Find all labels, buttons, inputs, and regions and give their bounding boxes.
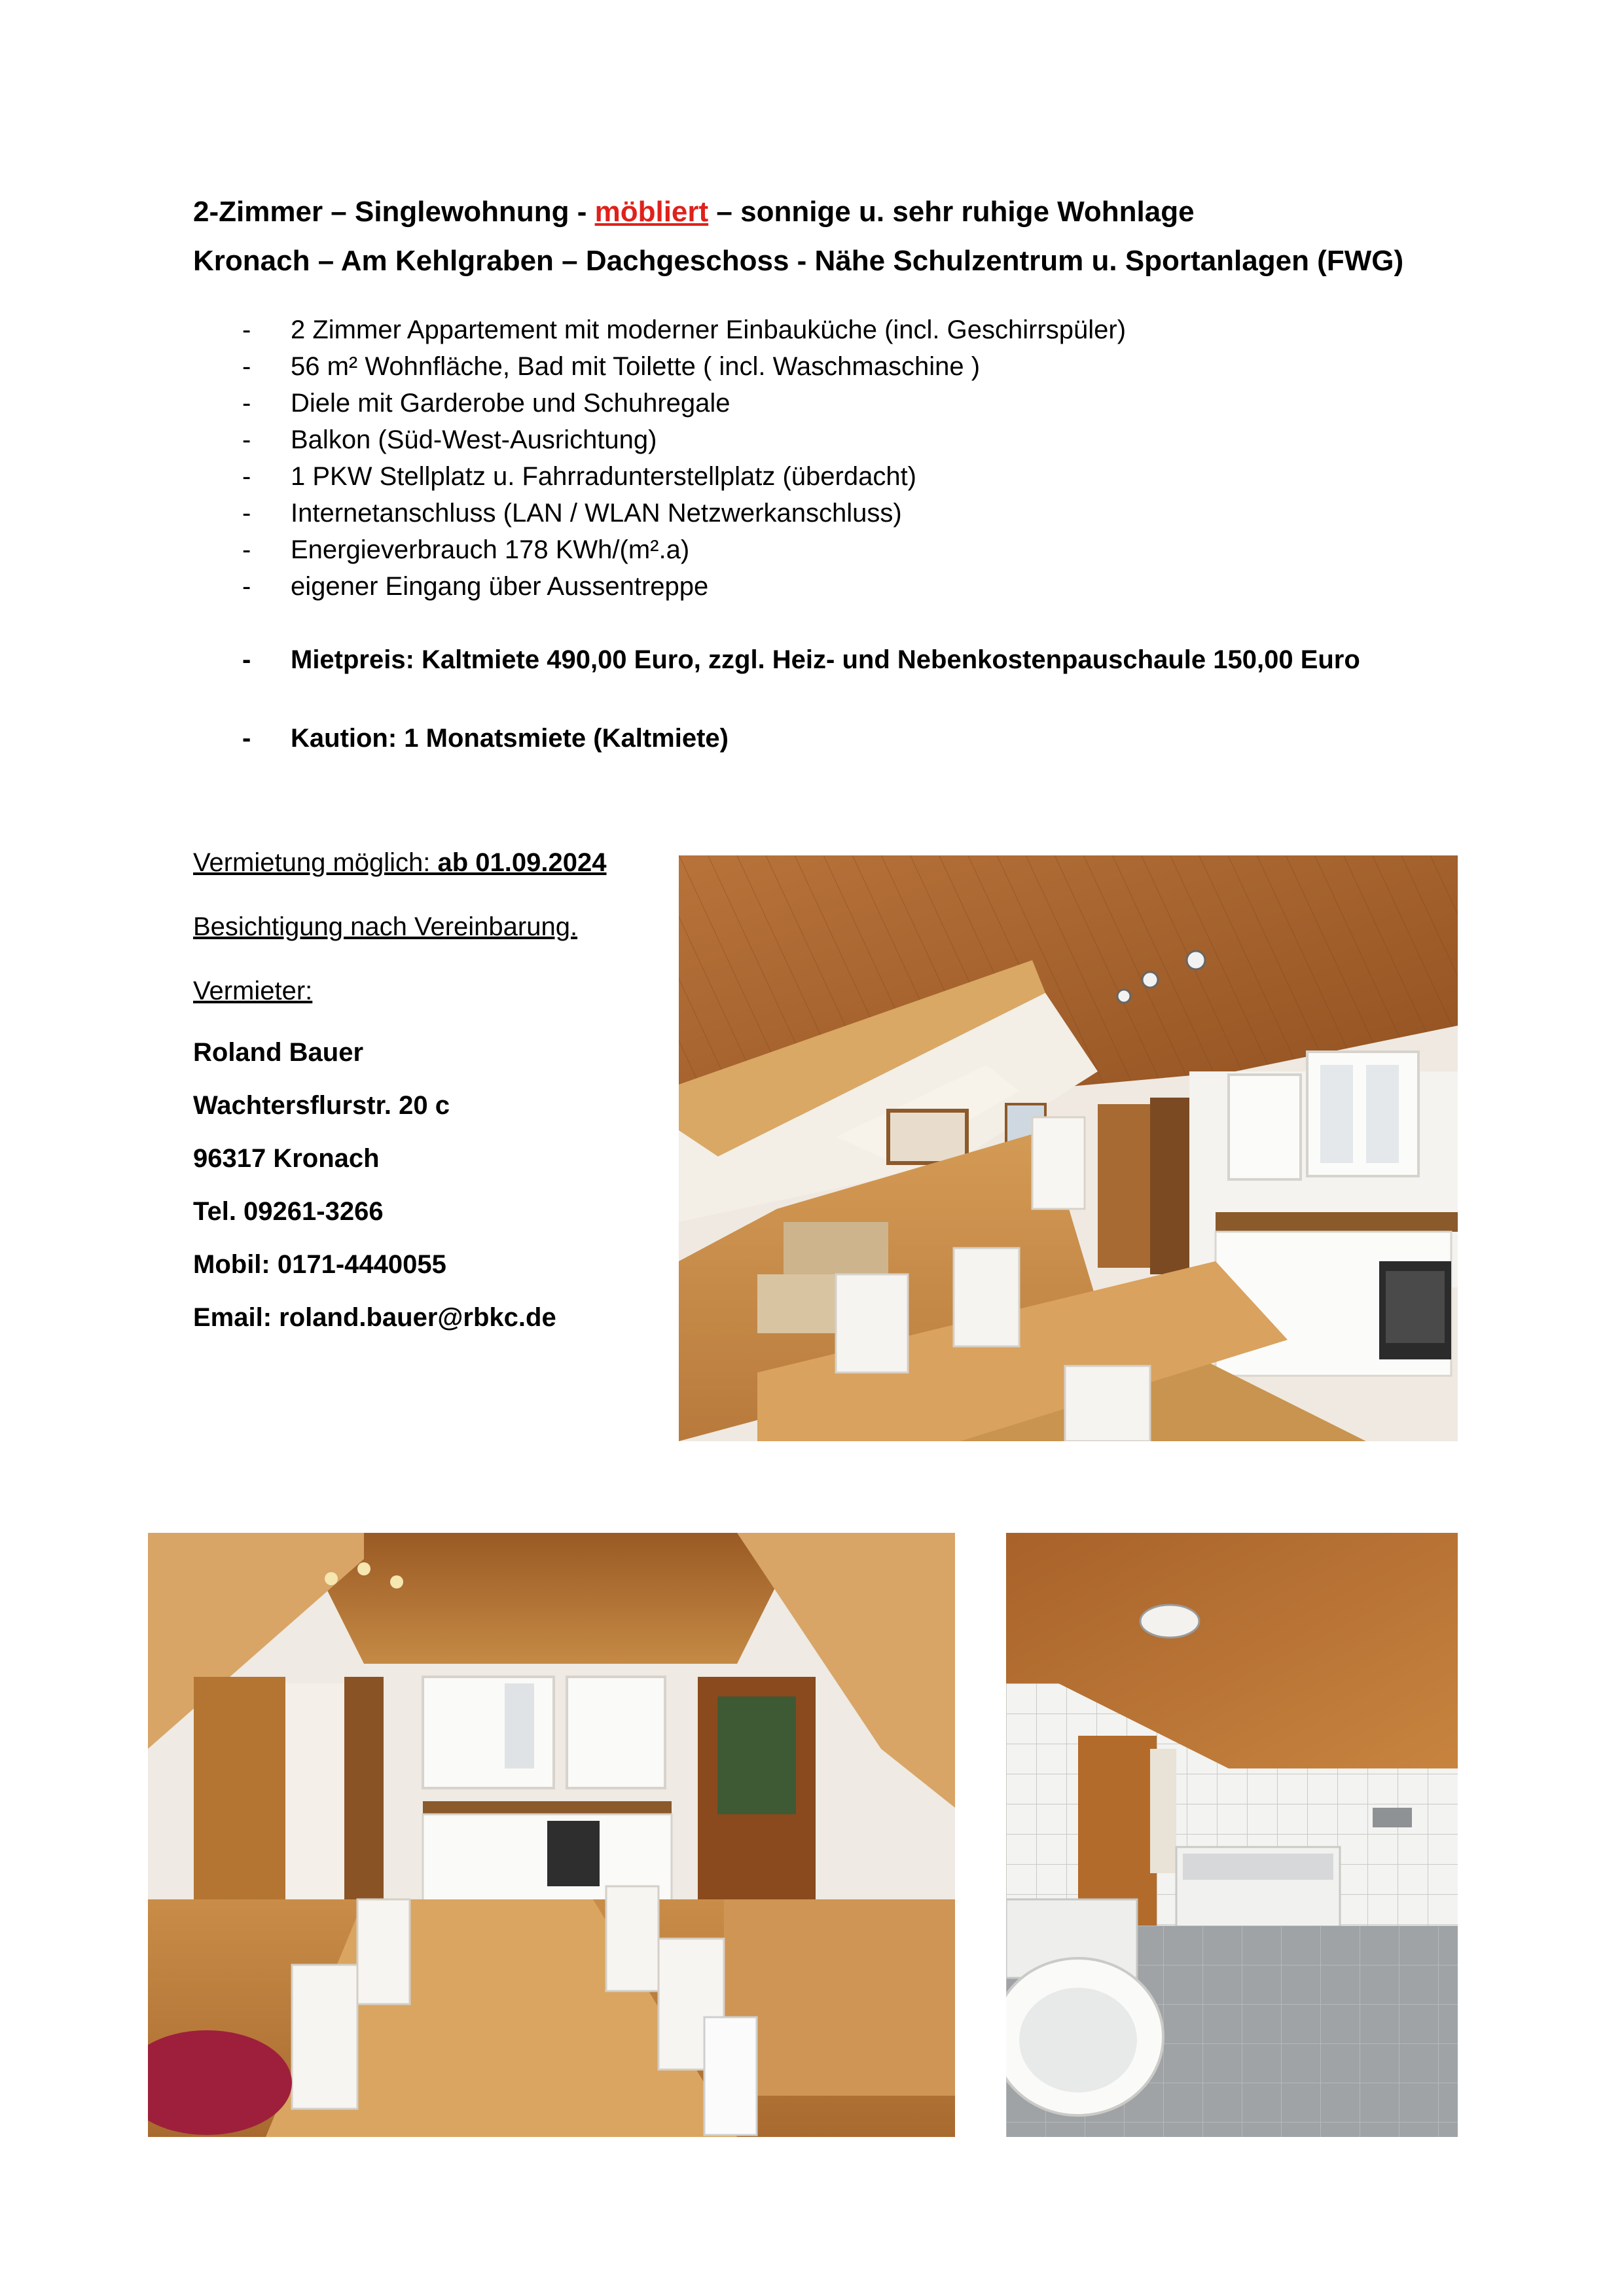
living-kitchen-photo: [679, 855, 1458, 1441]
dining-kitchen-photo: [148, 1533, 955, 2137]
feature-item: - 2 Zimmer Appartement mit moderner Einbauküche (incl. Geschirrspüler): [242, 312, 1360, 348]
feature-item: - Energieverbrauch 178 KWh/(m².a): [242, 531, 1360, 568]
bathroom-photo: [1006, 1533, 1458, 2137]
rent-price: - Mietpreis: Kaltmiete 490,00 Euro, zzgl. Heiz- und Nebenkostenpauschaule 150,00 Euro: [242, 641, 1360, 678]
landlord-name: Roland Bauer: [193, 1038, 364, 1067]
feature-item: - 56 m² Wohnfläche, Bad mit Toilette ( incl. Waschmaschine ): [242, 348, 1360, 385]
landlord-street: Wachtersflurstr. 20 c: [193, 1091, 450, 1120]
availability-label: Vermietung möglich:: [193, 848, 438, 877]
headline-suffix: – sonnige u. sehr ruhige Wohnlage: [708, 196, 1195, 228]
landlord-label: Vermieter:: [193, 977, 313, 1005]
feature-item: - Internetanschluss (LAN / WLAN Netzwerkanschluss): [242, 495, 1360, 531]
feature-item: - 1 PKW Stellplatz u. Fahrradunterstellplatz (überdacht): [242, 458, 1360, 495]
landlord-email: Email: roland.bauer@rbkc.de: [193, 1303, 556, 1332]
headline-prefix: 2-Zimmer – Singlewohnung -: [193, 196, 595, 228]
headline-line-2: Kronach – Am Kehlgraben – Dachgeschoss - Nähe Schulzentrum u. Sportanlagen (FWG): [193, 245, 1404, 277]
deposit: - Kaution: 1 Monatsmiete (Kaltmiete): [242, 720, 1360, 757]
headline-line-1: [193, 192, 1195, 232]
feature-list: [242, 312, 1360, 757]
landlord-phone: Tel. 09261-3266: [193, 1197, 384, 1226]
feature-item: - eigener Eingang über Aussentreppe: [242, 568, 1360, 605]
landlord-mobile: Mobil: 0171-4440055: [193, 1250, 446, 1279]
landlord-city: 96317 Kronach: [193, 1144, 380, 1173]
feature-item: - Diele mit Garderobe und Schuhregale: [242, 385, 1360, 422]
furnished-highlight: möbliert: [594, 196, 709, 228]
availability: [193, 844, 607, 881]
feature-item: - Balkon (Süd-West-Ausrichtung): [242, 422, 1360, 458]
viewing-note: Besichtigung nach Vereinbarung.: [193, 912, 578, 941]
availability-date: ab 01.09.2024: [437, 848, 607, 877]
